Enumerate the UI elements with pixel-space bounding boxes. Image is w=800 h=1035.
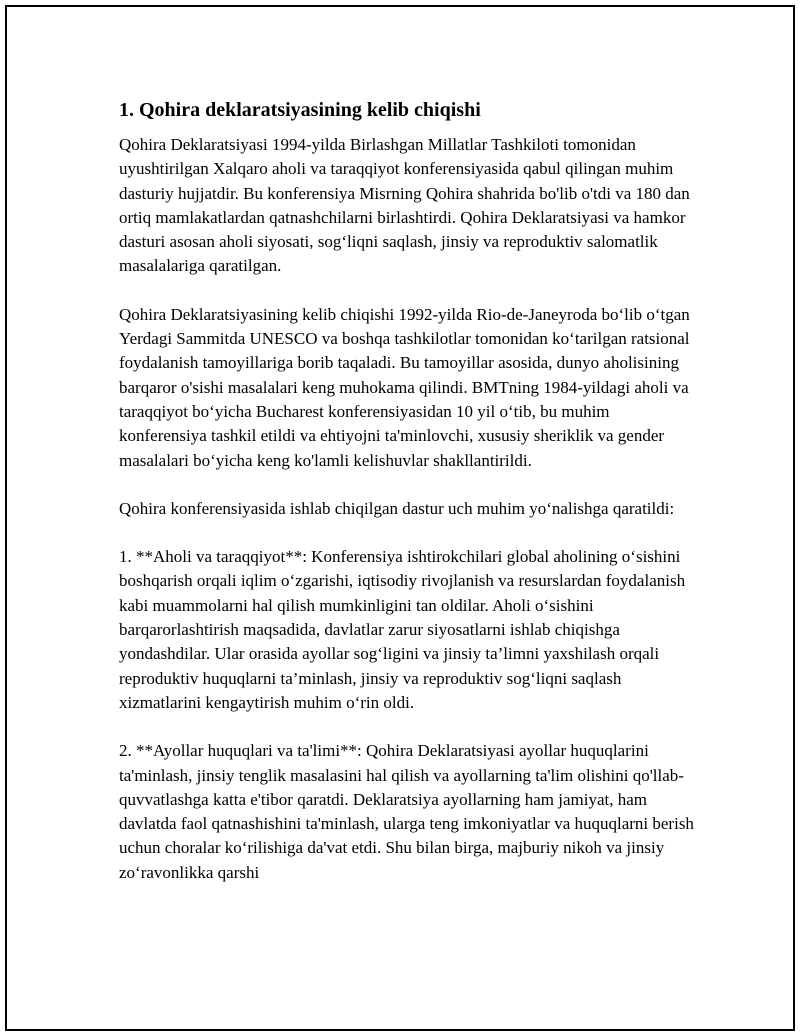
paragraph-directions: Qohira konferensiyasida ishlab chiqilgan dastur uch muhim yo‘nalishga qaratildi: — [119, 498, 675, 518]
paragraph-point-2: 2. **Ayollar huquqlari va ta'limi**: Qohira Deklaratsiyasi ayollar huquqlarini ta'minlash, jinsiy tenglik masalasini hal qilish va ayollarning ta'lim olishini qo'llab-quvvatlashga katta e'tibor qaratdi. Deklaratsiya ayollarning ham jamiyat, ham davlatda faol qatnashishini ta'minlash, ularga teng imkoniyatlar va huquqlarni berish uchun choralar ko‘rilishiga da'vat etdi. Shu bilan birga, majburiy nikoh va jinsiy zo‘ravonlikka qarshi — [119, 741, 694, 882]
document-body — [119, 97, 699, 909]
paragraph-origin: Qohira Deklaratsiyasining kelib chiqishi 1992-yilda Rio-de-Janeyroda bo‘lib o‘tgan Yerdagi Sammitda UNESCO va boshqa tashkilotlar tomonidan ko‘tarilgan ratsional foydalanish tamoyillariga borib taqaladi. Bu tamoyillar asosida, dunyo aholisining barqaror o'sishi masalalari keng muhokama qilindi. BMTning 1984-yildagi aholi va taraqqiyot bo‘yicha Bucharest konferensiyasidan 10 yil o‘tib, bu muhim konferensiya tashkil etildi va ehtiyojni ta'minlovchi, xususiy sheriklik va gender masalalari bo‘yicha keng ko'lamli kelishuvlar shakllantirildi. — [119, 304, 690, 470]
page-frame — [5, 5, 795, 1031]
paragraph-intro: Qohira Deklaratsiyasi 1994-yilda Birlashgan Millatlar Tashkiloti tomonidan uyushtirilgan Xalqaro aholi va taraqqiyot konferensiyasida qabul qilingan muhim dasturiy hujjatdir. Bu konferensiya Misrning Qohira shahrida bo'lib o'tdi va 180 dan ortiq mamlakatlardan qatnashchilarni birlashtirdi. Qohira Deklaratsiyasi va hamkor dasturi asosan aholi siyosati, sog‘liqni saqlash, jinsiy va reproduktiv salomatlik masalalariga qaratilgan. — [119, 135, 690, 276]
paragraph-point-1: 1. **Aholi va taraqqiyot**: Konferensiya ishtirokchilari global aholining o‘sishini boshqarish orqali iqlim o‘zgarishi, iqtisodiy rivojlanish va resurslardan foydalanish kabi muammolarni hal qilish mumkinligini tan oldilar. Aholi o‘sishini barqarorlashtirish maqsadida, davlatlar zarur siyosatlarni ishlab chiqishga yondashdilar. Ular orasida ayollar sog‘ligini va jinsiy ta’limni yaxshilash orqali reproduktiv huquqlarni ta’minlash, jinsiy va reproduktiv sog‘liqni saqlash xizmatlarini kengaytirish muhim o‘rin oldi. — [119, 547, 686, 712]
section-heading: 1. Qohira deklaratsiyasining kelib chiqishi — [119, 99, 481, 121]
